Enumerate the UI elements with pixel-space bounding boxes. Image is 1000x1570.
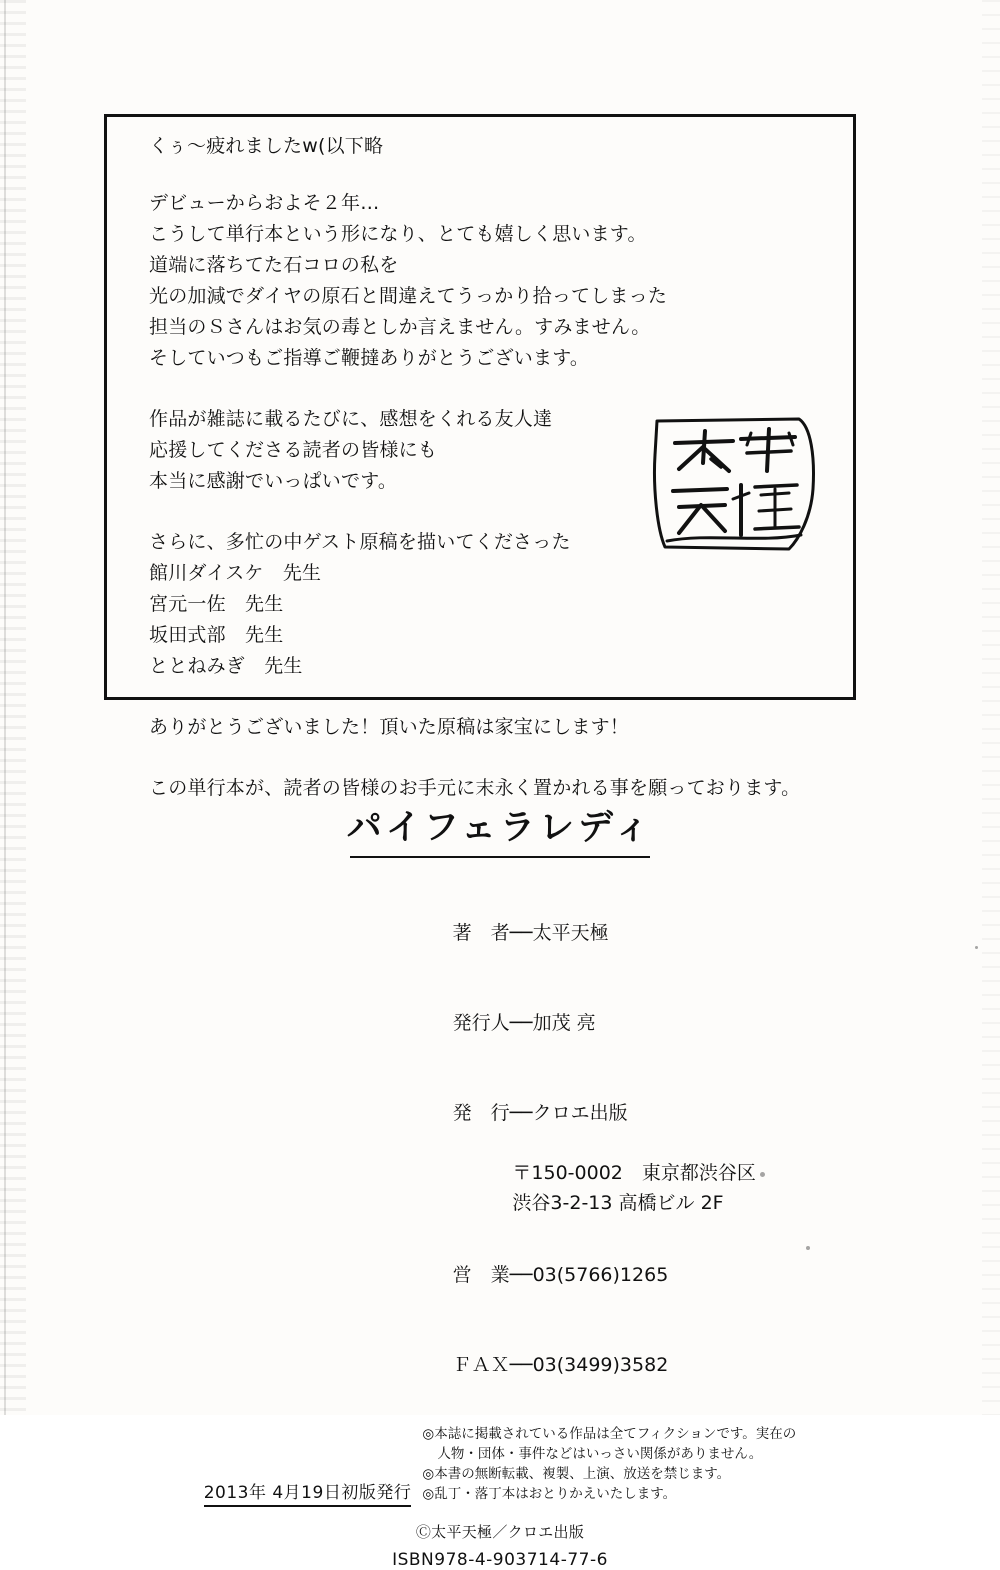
spacer [149, 743, 833, 773]
afterword-guest-name: 宮元一佐 先生 [149, 593, 284, 615]
afterword-line: そしていつもご指導ご鞭撻ありがとうございます。 [149, 347, 590, 369]
afterword-line: 応援してくださる読者の皆様にも [149, 439, 438, 461]
credit-label: 発行人 [452, 1012, 510, 1034]
legal-note-line: 人物・団体・事件などはいっさい関係がありません。 [437, 1446, 763, 1462]
spacer [149, 162, 833, 188]
credit-dash: ── [509, 922, 533, 944]
credit-value: 加茂 亮 [532, 1012, 596, 1034]
legal-note-line: ◎乱丁・落丁本はおとりかえいたします。 [422, 1486, 677, 1502]
afterword-line: こうして単行本という形になり、とても嬉しく思います。 [149, 223, 647, 245]
afterword-guest-name: 館川ダイスケ 先生 [149, 562, 322, 584]
credit-dash: ── [509, 1012, 533, 1034]
contact-label: 営 業 [452, 1264, 510, 1286]
legal-note-line: ◎本書の無断転載、複製、上演、放送を禁じます。 [422, 1466, 731, 1482]
spacer [149, 682, 833, 712]
afterword-box [104, 114, 856, 799]
contact-label: ＦＡＸ [452, 1354, 510, 1376]
credit-row-author [416, 888, 796, 978]
book-title: パイフェラレディ [346, 808, 654, 848]
spacer [416, 1218, 796, 1230]
publish-date: 2013年 4月19日初版発行 [204, 1478, 412, 1507]
afterword-guest-name: 坂田式部 先生 [149, 624, 284, 646]
afterword-line: 作品が雑誌に載るたびに、感想をくれる友人達 [149, 408, 553, 430]
spacer [149, 374, 833, 404]
credit-row-publisher-person [416, 978, 796, 1068]
afterword-line: 担当のＳさんはお気の毒としか言えません。すみません。 [149, 316, 651, 338]
title-rule [350, 856, 650, 858]
contact-row-sales [416, 1230, 796, 1320]
credit-label: 発 行 [452, 1102, 510, 1124]
publisher-address-line: 〒150-0002 東京都渋谷区 [512, 1162, 756, 1184]
credits-block [416, 888, 796, 1504]
afterword-line: ありがとうございました！頂いた原稿は家宝にします！ [149, 716, 630, 738]
afterword-line: この単行本が、読者の皆様のお手元に末永く置かれる事を願っております。 [149, 777, 801, 799]
colophon [0, 800, 1000, 1570]
publisher-address-line: 渋谷3-2-13 高橋ビル 2F [512, 1192, 724, 1214]
afterword-line: さらに、多忙の中ゲスト原稿を描いてくださった [149, 531, 571, 553]
credit-row-publisher [416, 1068, 796, 1158]
afterword-line: くぅ〜疲れましたw(以下略 [149, 135, 384, 157]
legal-notes [416, 1424, 796, 1504]
isbn-line: ISBN978-4-903714-77-6 [392, 1550, 608, 1570]
contact-row-fax [416, 1320, 796, 1410]
afterword-line: 道端に落ちてた石コロの私を [149, 254, 399, 276]
copyright-line: Ⓒ太平天極／クロエ出版 [415, 1523, 585, 1541]
credit-value: 太平天極 [532, 922, 609, 944]
afterword-line: デビューからおよそ２年… [149, 192, 380, 214]
afterword-line: 本当に感謝でいっぱいです。 [149, 470, 398, 492]
credit-value: クロエ出版 [532, 1102, 628, 1124]
legal-note-line: ◎本誌に掲載されている作品は全てフィクションです。実在の [422, 1426, 797, 1442]
contact-dash: ── [509, 1354, 533, 1376]
contact-dash: ── [509, 1264, 533, 1286]
contact-value: 03(3499)3582 [532, 1354, 669, 1376]
contact-value: 03(5766)1265 [532, 1264, 669, 1286]
afterword-line: 光の加減でダイヤの原石と間違えてうっかり拾ってしまった [149, 285, 668, 307]
author-signature-stamp [649, 417, 819, 557]
credit-dash: ── [509, 1102, 533, 1124]
credit-label: 著 者 [452, 922, 510, 944]
afterword-guest-name: ととねみぎ 先生 [149, 655, 303, 677]
